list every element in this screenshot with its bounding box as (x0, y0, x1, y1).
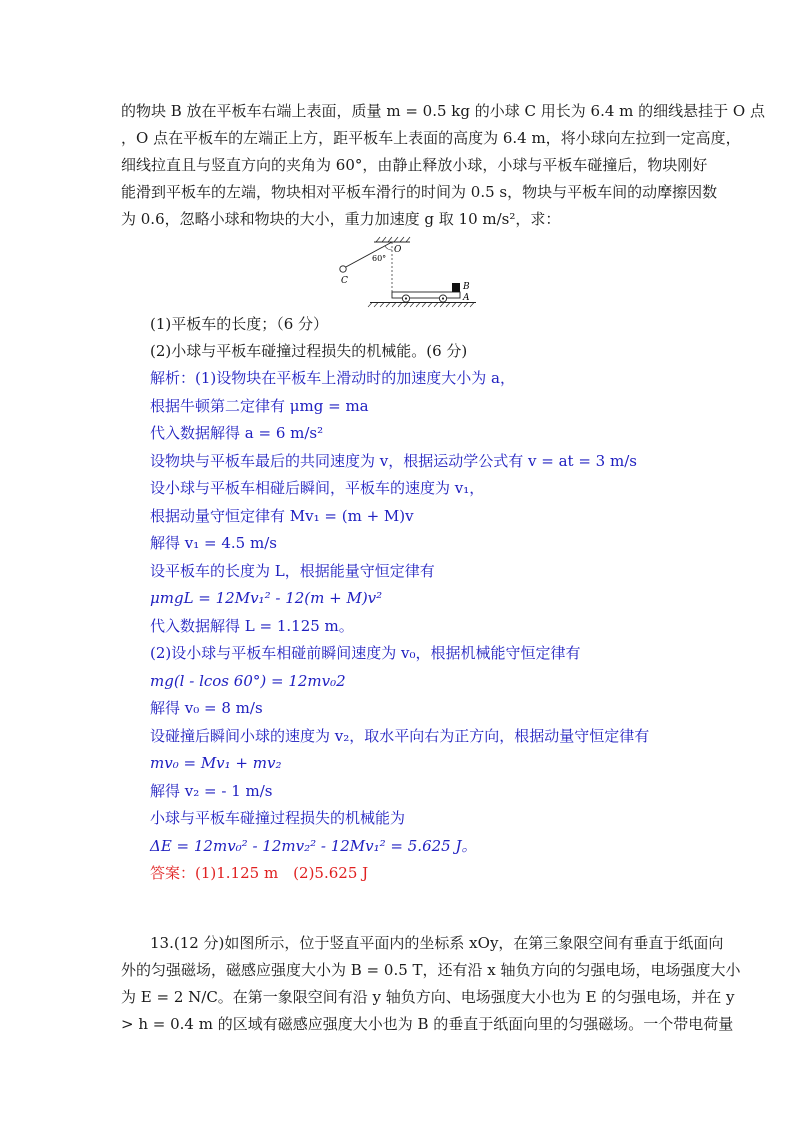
solution-line-3: 代入数据解得 a = 6 m/s² (150, 424, 324, 442)
physics-diagram (330, 236, 480, 308)
next-problem-line-4: > h = 0.4 m 的区域有磁感应强度大小也为 B 的垂直于纸面向里的匀强磁场。一个带电荷量 (121, 1015, 734, 1033)
solution-line-14: 设碰撞后瞬间小球的速度为 v₂，取水平向右为正方向，根据动量守恒定律有 (150, 727, 650, 745)
question-2: (2)小球与平板车碰撞过程损失的机械能。(6 分) (150, 342, 468, 360)
solution-line-17: 小球与平板车碰撞过程损失的机械能为 (150, 809, 406, 827)
solution-line-9: μmgL = 12Mv₁² - 12(m + M)v² (150, 589, 383, 607)
solution-line-18: ΔE = 12mv₀² - 12mv₂² - 12Mv₁² = 5.625 J。 (150, 837, 477, 855)
solution-line-5: 设小球与平板车相碰后瞬间，平板车的速度为 v₁， (150, 479, 485, 497)
problem-line-4: 能滑到平板车的左端，物块相对平板车滑行的时间为 0.5 s，物块与平板车间的动摩擦因数 (121, 183, 718, 201)
angle-arc (385, 246, 392, 250)
solution-line-12: mg(l - lcos 60°) = 12mv₀2 (150, 672, 346, 690)
solution-line-7: 解得 v₁ = 4.5 m/s (150, 534, 277, 552)
question-1: (1)平板车的长度；（6 分） (150, 315, 329, 333)
solution-line-15: mv₀ = Mv₁ + mv₂ (150, 754, 282, 772)
answer-line: 答案：(1)1.125 m (2)5.625 J (150, 864, 369, 882)
problem-line-1: 的物块 B 放在平板车右端上表面，质量 m = 0.5 kg 的小球 C 用长为 6.4 m 的细线悬挂于 O 点 (121, 102, 765, 120)
solution-line-8: 设平板车的长度为 L，根据能量守恒定律有 (150, 562, 435, 580)
solution-line-6: 根据动量守恒定律有 Mv₁ = (m + M)v (150, 507, 414, 525)
solution-line-2: 根据牛顿第二定律有 μmg = ma (150, 397, 369, 415)
label-c: C (341, 276, 348, 286)
block-b (452, 283, 460, 292)
problem-line-3: 细线拉直且与竖直方向的夹角为 60°，由静止释放小球，小球与平板车碰撞后，物块刚好 (121, 156, 708, 174)
solution-line-1: 解析：(1)设物块在平板车上滑动时的加速度大小为 a， (150, 369, 515, 387)
label-b: B (463, 282, 470, 292)
next-problem-line-2: 外的匀强磁场，磁感应强度大小为 B = 0.5 T，还有沿 x 轴负方向的匀强电场，电场强度大小 (121, 961, 741, 979)
ground-hatch (368, 303, 474, 308)
problem-line-5: 为 0.6，忽略小球和物块的大小，重力加速度 g 取 10 m/s²，求： (121, 210, 561, 228)
solution-line-4: 设物块与平板车最后的共同速度为 v，根据运动学公式有 v = at = 3 m/s (150, 452, 637, 470)
solution-line-11: (2)设小球与平板车相碰前瞬间速度为 v₀，根据机械能守恒定律有 (150, 644, 581, 662)
problem-line-2: ，O 点在平板车的左端正上方，距平板车上表面的高度为 6.4 m，将小球向左拉到一定高度， (121, 129, 741, 147)
label-a: A (463, 293, 470, 303)
next-problem-line-1: 13.(12 分)如图所示，位于竖直平面内的坐标系 xOy，在第三象限空间有垂直于纸面向 (150, 934, 724, 952)
solution-line-13: 解得 v₀ = 8 m/s (150, 699, 263, 717)
angle-label: 60° (372, 254, 387, 263)
solution-line-16: 解得 v₂ = - 1 m/s (150, 782, 273, 800)
label-o: O (394, 245, 402, 255)
solution-line-10: 代入数据解得 L = 1.125 m。 (150, 617, 354, 635)
next-problem-line-3: 为 E = 2 N/C。在第一象限空间有沿 y 轴负方向、电场强度大小也为 E 的匀强电场，并在 y (121, 988, 735, 1006)
ceiling-hatch (376, 237, 410, 242)
ball-c (340, 266, 346, 272)
